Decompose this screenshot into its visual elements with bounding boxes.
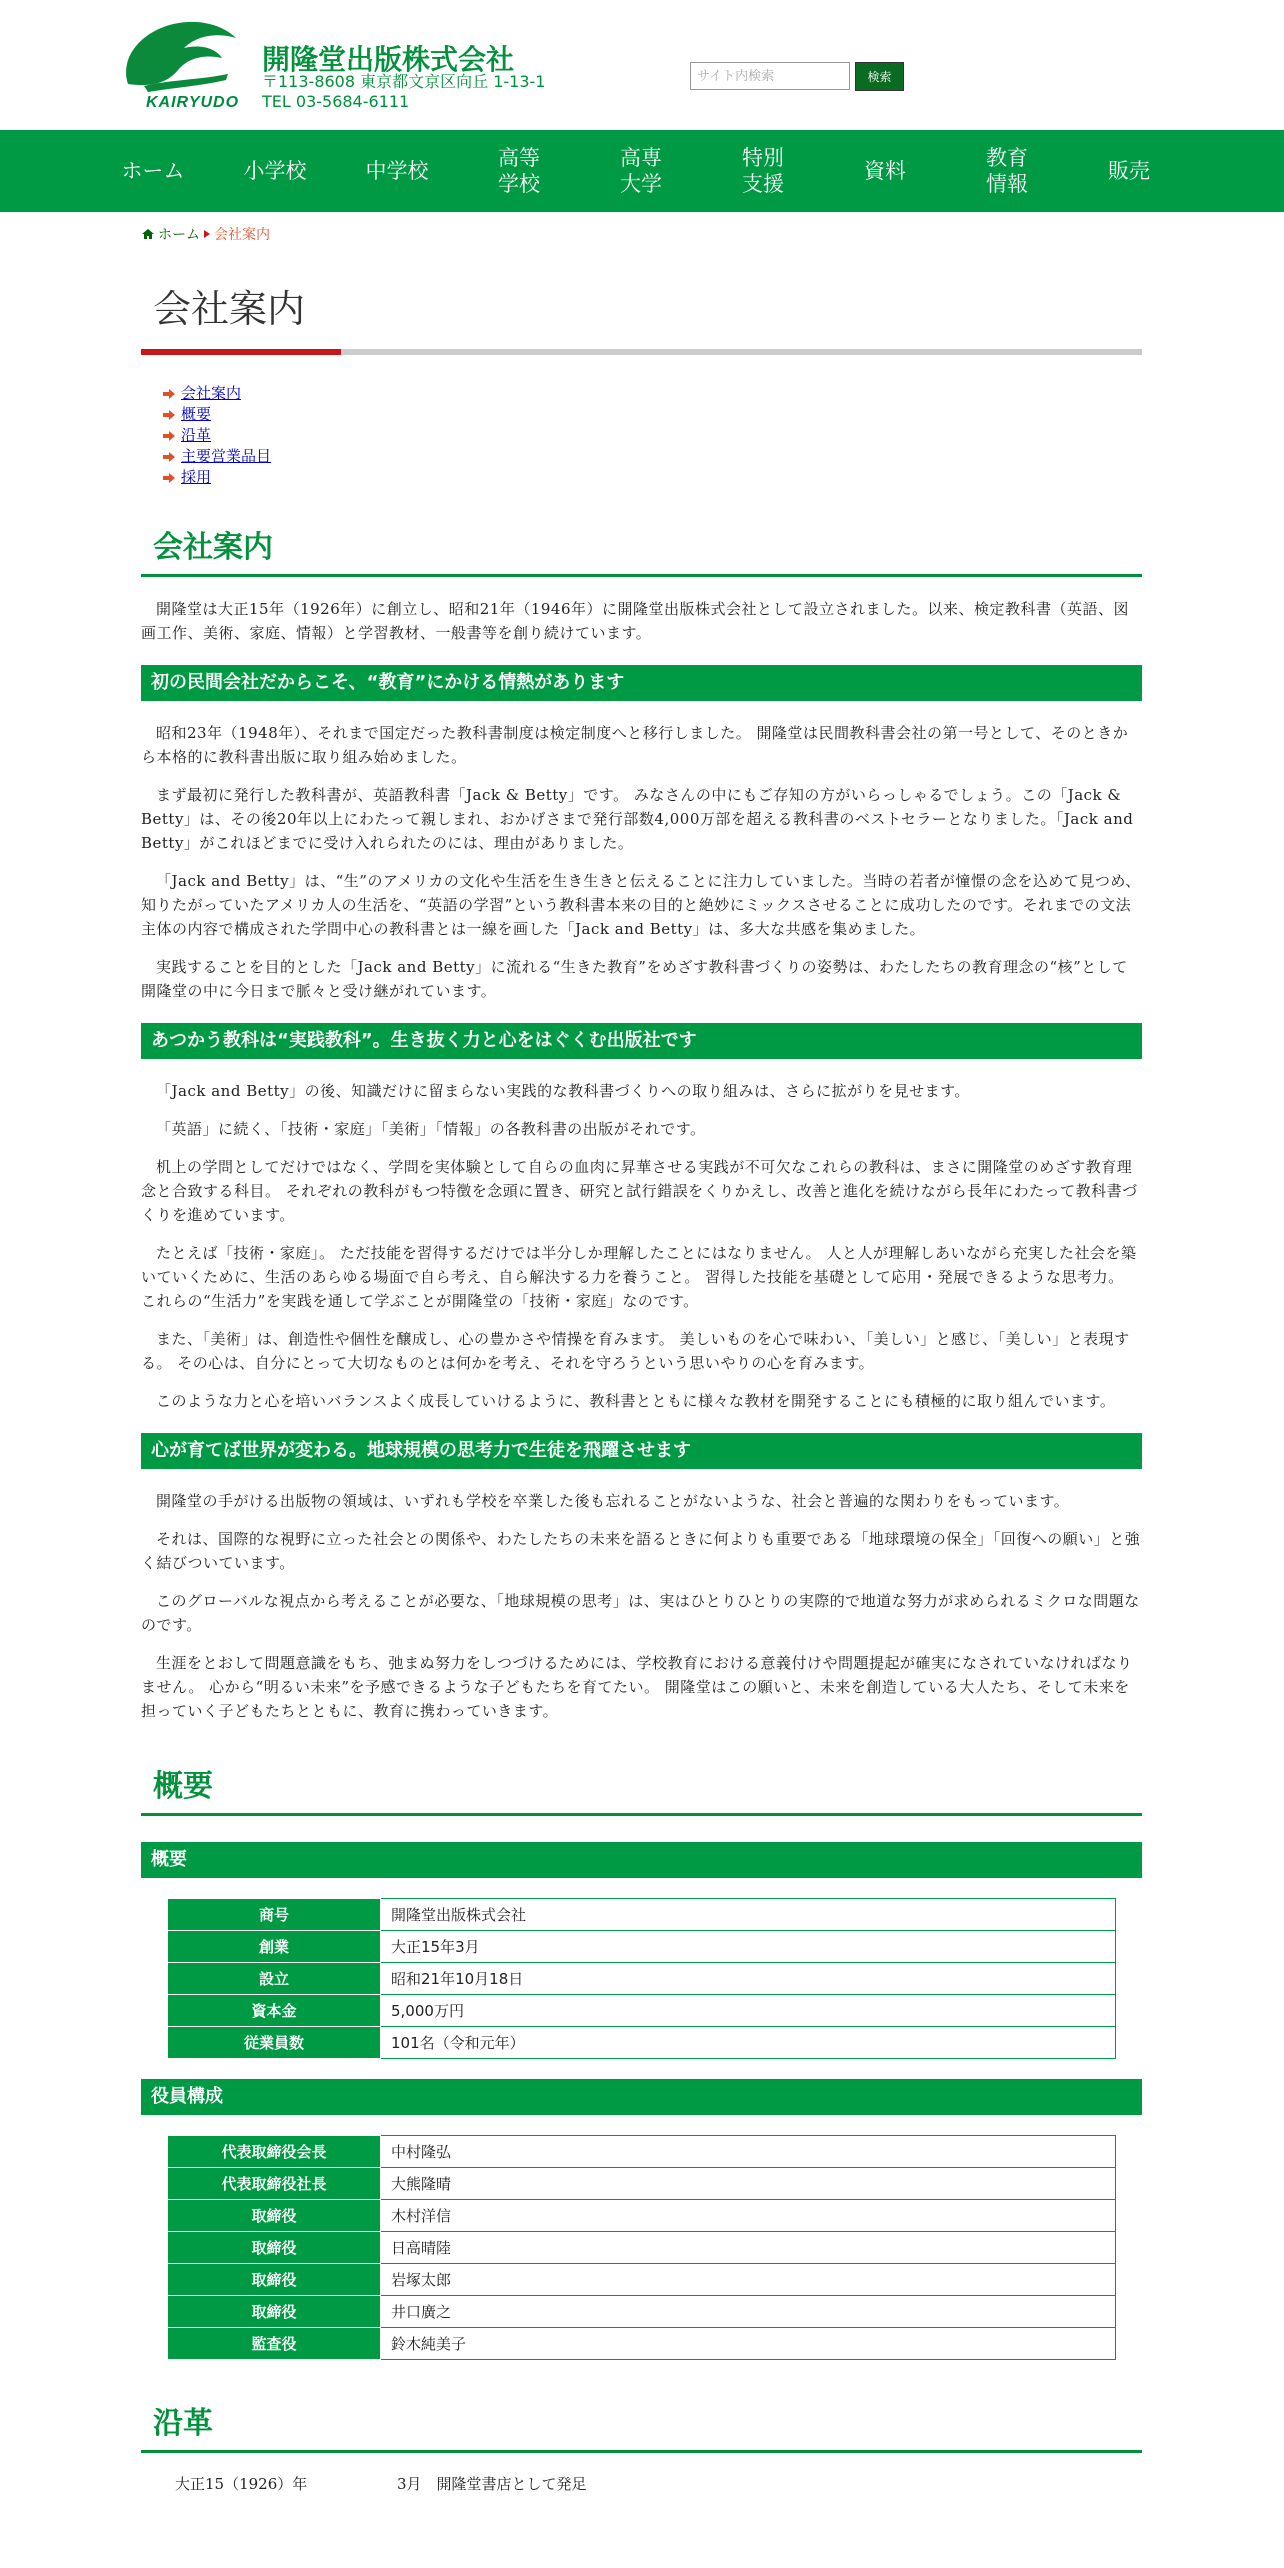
page-toc: [163, 383, 1142, 488]
section-history-title: 沿革: [141, 2360, 1142, 2453]
company-name: 開隆堂出版株式会社: [262, 43, 515, 76]
arrow-right-icon: [163, 431, 175, 441]
breadcrumb-current: 会社案内: [214, 227, 270, 243]
nav-materials[interactable]: 資料: [864, 159, 906, 183]
nav-special-support[interactable]: 特別 支援: [742, 146, 784, 196]
table-row: 商号 開隆堂出版株式会社: [168, 1899, 1116, 1931]
home-icon: [141, 228, 155, 240]
body-paragraph: また、「美術」は、創造性や個性を醸成し、心の豊かさや情操を育みます。 美しいものを心で味わい、「美しい」と感じ、「美しい」と表現する。 その心は、自分にとって大切なものとは何かを考え、それを守ろうという思いやりの心を育みます。: [141, 1330, 1130, 1372]
toc-link-company[interactable]: 会社案内: [181, 384, 242, 402]
body-paragraph: 生涯をとおして問題意識をもち、弛まぬ努力をしつづけるためには、学校教育における意義付けや問題提起が確実になされていなければなりません。 心から“明るい未来”を予感できるような子どもたちを育てたい。 開隆堂はこの願いと、未来を創造している大人たち、そして未来を担っていく子どもたちとともに、教育に携わっていきます。: [141, 1654, 1133, 1720]
nav-sales[interactable]: 販売: [1108, 159, 1150, 183]
body-paragraph: 開隆堂の手がける出版物の領域は、いずれも学校を卒業した後も忘れることがないような、社会と普遍的な関わりをもっています。: [156, 1492, 1070, 1510]
body-paragraph: 「Jack and Betty」の後、知識だけに留まらない実践的な教科書づくりへの取り組みは、さらに拡がりを見せます。: [156, 1082, 970, 1100]
table-row: 資本金 5,000万円: [168, 1995, 1116, 2027]
body-paragraph: たとえば「技術・家庭」。 ただ技能を習得するだけでは半分しか理解したことにはなりません。 人と人が理解しあいながら充実した社会を築いていくために、生活のあらゆる場面で自ら考え、自ら解決する力を養うこと。 習得した技能を基礎として応用・発展できるような思考力。 これらの“生活力”を実践を通して学ぶことが開隆堂の「技術・家庭」なのです。: [141, 1244, 1137, 1310]
subheading-bar: あつかう教科は“実践教科”。生き抜く力と心をはぐくむ出版社です: [141, 1023, 1142, 1059]
table-row: 取締役 日高晴陸: [168, 2232, 1116, 2264]
toc-link-history[interactable]: 沿革: [181, 426, 212, 444]
title-rule: [141, 349, 1142, 355]
officers-bar: 役員構成: [141, 2079, 1142, 2115]
table-row: 従業員数 101名（令和元年）: [168, 2027, 1116, 2059]
main-content: [141, 212, 1142, 2494]
tel-line: TEL 03-5684-6111: [262, 92, 410, 111]
intro-paragraph: 開隆堂は大正15年（1926年）に創立し、昭和21年（1946年）に開隆堂出版株式会社として設立されました。以来、検定教科書（英語、図画工作、美術、家庭、情報）と学習教材、一般書等を創り続けています。: [141, 600, 1130, 642]
company-address: [262, 72, 545, 112]
table-row: 代表取締役社長 大熊隆晴: [168, 2168, 1116, 2200]
toc-link-products[interactable]: 主要営業品目: [181, 447, 272, 465]
toc-item: [163, 425, 1142, 446]
breadcrumb: [141, 224, 1142, 244]
history-year: 大正15（1926）年: [175, 2475, 308, 2493]
body-paragraph: まず最初に発行した教科書が、英語教科書「Jack & Betty」です。 みなさんの中にもご存知の方がいらっしゃるでしょう。この「Jack & Betty」は、その後20年以上にわたって親しまれ、おかげさまで発行部数4,000万部を超える教科書のベストセラーとなりました。「Jack and Betty」がこれほどまでに受け入れられたのには、理由がありました。: [141, 786, 1134, 852]
toc-link-recruit[interactable]: 採用: [181, 468, 212, 486]
chevron-right-icon: [203, 229, 211, 239]
subheading-bar: 初の民間会社だからこそ、“教育”にかける情熱があります: [141, 665, 1142, 701]
site-search-input[interactable]: [690, 62, 850, 90]
nav-home[interactable]: ホーム: [121, 159, 185, 183]
global-nav: [0, 130, 1284, 212]
arrow-right-icon: [163, 389, 175, 399]
body-paragraph: 机上の学問としてだけではなく、学問を実体験として自らの血肉に昇華させる実践が不可欠なこれらの教科は、まさに開隆堂のめざす教育理念と合致する科目。 それぞれの教科がもつ特徴を念頭に置き、研究と試行錯誤をくりかえし、改善と進化を続けながら長年にわたって教科書づくりを進めています。: [141, 1158, 1138, 1224]
arrow-right-icon: [163, 410, 175, 420]
toc-item: [163, 404, 1142, 425]
history-row: [175, 2473, 1142, 2494]
body-paragraph: それは、国際的な視野に立った社会との関係や、わたしたちの未来を語るときに何よりも重要である「地球環境の保全」「回復への願い」と強く結びついています。: [141, 1530, 1141, 1572]
overview-table: [167, 1898, 1116, 2059]
address-line: 〒113-8608 東京都文京区向丘 1-13-1: [262, 72, 546, 91]
nav-junior-high[interactable]: 中学校: [365, 159, 429, 183]
table-row: 設立 昭和21年10月18日: [168, 1963, 1116, 1995]
site-header: [0, 0, 1284, 130]
search-button[interactable]: 検索: [855, 62, 904, 91]
nav-education-info[interactable]: 教育 情報: [986, 146, 1028, 196]
body-paragraph: このグローバルな視点から考えることが必要な、「地球規模の思考」は、実はひとりひとりの実際的で地道な努力が求められるミクロな問題なのです。: [141, 1592, 1140, 1634]
history-event: 3月 開隆堂書店として発足: [397, 2475, 587, 2493]
arrow-right-icon: [163, 473, 175, 483]
toc-item: [163, 383, 1142, 404]
body-paragraph: 「英語」に続く、「技術・家庭」「美術」「情報」の各教科書の出版がそれです。: [156, 1120, 706, 1138]
section-overview-title: 概要: [141, 1723, 1142, 1816]
table-row: 取締役 木村洋信: [168, 2200, 1116, 2232]
toc-item: [163, 446, 1142, 467]
table-row: 取締役 岩塚太郎: [168, 2264, 1116, 2296]
body-paragraph: このような力と心を培いバランスよく成長していけるように、教科書とともに様々な教材を開発することにも積極的に取り組んでいます。: [156, 1392, 1116, 1410]
nav-college[interactable]: 高専 大学: [620, 146, 662, 196]
logo-text: KAIRYUDO: [146, 94, 240, 111]
nav-elementary[interactable]: 小学校: [243, 159, 307, 183]
arrow-right-icon: [163, 452, 175, 462]
page-title: 会社案内: [153, 287, 306, 331]
nav-high-school[interactable]: 高等 学校: [498, 146, 540, 196]
breadcrumb-home[interactable]: ホーム: [158, 227, 200, 243]
body-paragraph: 実践することを目的とした「Jack and Betty」に流れる“生きた教育”をめざす教科書づくりの姿勢は、わたしたちの教育理念の“核”として開隆堂の中に今日まで脈々と受け継がれています。: [141, 958, 1128, 1000]
subheading-bar: 心が育てば世界が変わる。地球規模の思考力で生徒を飛躍させます: [141, 1433, 1142, 1469]
toc-link-overview[interactable]: 概要: [181, 405, 212, 423]
toc-item: [163, 467, 1142, 488]
table-row: 監査役 鈴木純美子: [168, 2328, 1116, 2360]
table-row: 取締役 井口廣之: [168, 2296, 1116, 2328]
table-row: 代表取締役会長 中村隆弘: [168, 2136, 1116, 2168]
table-row: 創業 大正15年3月: [168, 1931, 1116, 1963]
section-company-title: 会社案内: [141, 488, 1142, 577]
body-paragraph: 「Jack and Betty」は、“生”のアメリカの文化や生活を生き生きと伝えることに注力していました。当時の若者が憧憬の念を込めて見つめ、知りたがっていたアメリカ人の生活を、“英語の学習”という教科書本来の目的と絶妙にミックスさせることに成功したのです。それまでの文法主体の内容で構成された学問中心の教科書とは一線を画した「Jack and Betty」は、多大な共感を集めました。: [141, 872, 1141, 938]
body-paragraph: 昭和23年（1948年）、それまで国定だった教科書制度は検定制度へと移行しました。 開隆堂は民間教科書会社の第一号として、そのときから本格的に教科書出版に取り組み始めました。: [141, 724, 1129, 766]
overview-bar: 概要: [141, 1842, 1142, 1878]
officers-table: [167, 2135, 1116, 2360]
